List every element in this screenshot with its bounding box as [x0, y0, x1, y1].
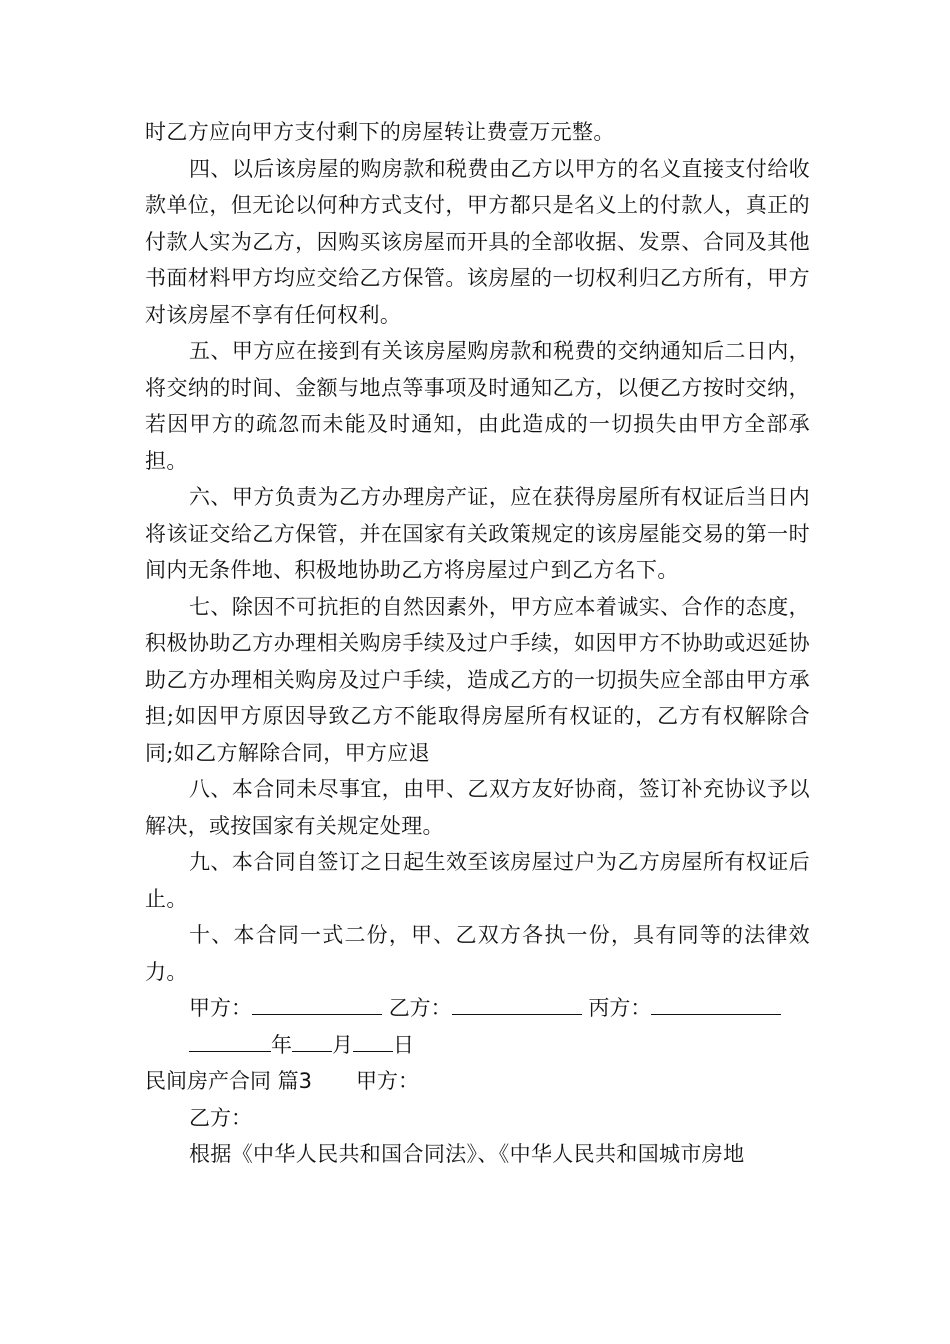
day-label: 日 — [393, 1032, 414, 1057]
document-body — [145, 114, 810, 1173]
year-blank — [189, 1033, 271, 1052]
section-three-party-b: 乙方： — [189, 1105, 252, 1130]
party-a-label: 甲方： — [189, 996, 252, 1020]
section-three-title: 民间房产合同 篇3 — [145, 1069, 313, 1093]
party-c-label: 丙方： — [588, 996, 652, 1020]
section-three-heading-line — [145, 1063, 810, 1100]
party-c-blank — [651, 996, 781, 1015]
clause-eight: 八、本合同未尽事宜，由甲、乙双方友好协商，签订补充协议予以解决，或按国家有关规定处理。 — [145, 777, 810, 838]
clause-seven: 七、除因不可抗拒的自然因素外，甲方应本着诚实、合作的态度，积极协助乙方办理相关购房手续及过户手续，如因甲方不协助或迟延协助乙方办理相关购房及过户手续，造成乙方的一切损失应全部由甲方承担;如因甲方原因导致乙方不能取得房屋所有权证的，乙方有权解除合同;如乙方解除合同，甲方应退 — [145, 594, 810, 765]
signature-date-line — [189, 1027, 810, 1064]
party-b-label: 乙方： — [388, 996, 452, 1020]
clause-four: 四、以后该房屋的购房款和税费由乙方以甲方的名义直接支付给收款单位，但无论以何种方式支付，甲方都只是名义上的付款人，真正的付款人实为乙方，因购买该房屋而开具的全部收据、发票、合同及其他书面材料甲方均应交给乙方保管。该房屋的一切权利归乙方所有，甲方对该房屋不享有任何权利。 — [145, 156, 810, 327]
party-b-blank — [452, 996, 582, 1015]
party-a-blank — [252, 996, 382, 1015]
month-blank — [292, 1033, 332, 1052]
day-blank — [353, 1033, 393, 1052]
clause-ten: 十、本合同一式二份，甲、乙双方各执一份，具有同等的法律效力。 — [145, 923, 810, 984]
section-three-party-b-line — [189, 1100, 810, 1137]
clause-five: 五、甲方应在接到有关该房屋购房款和税费的交纳通知后二日内，将交纳的时间、金额与地点等事项及时通知乙方，以便乙方按时交纳，若因甲方的疏忽而未能及时通知，由此造成的一切损失由甲方全部承担。 — [145, 339, 810, 473]
section-three-intro: 根据《中华人民共和国合同法》、《中华人民共和国城市房地 — [189, 1142, 745, 1166]
year-label: 年 — [271, 1032, 292, 1057]
signature-parties-line — [189, 990, 810, 1027]
paragraph-continuation: 时乙方应向甲方支付剩下的房屋转让费壹万元整。 — [145, 120, 615, 144]
clause-nine: 九、本合同自签订之日起生效至该房屋过户为乙方房屋所有权证后止。 — [145, 850, 810, 911]
clause-six: 六、甲方负责为乙方办理房产证，应在获得房屋所有权证后当日内将该证交给乙方保管，并在国家有关政策规定的该房屋能交易的第一时间内无条件地、积极地协助乙方将房屋过户到乙方名下。 — [145, 485, 810, 582]
section-three-party-a: 甲方： — [356, 1069, 420, 1093]
month-label: 月 — [332, 1032, 353, 1057]
